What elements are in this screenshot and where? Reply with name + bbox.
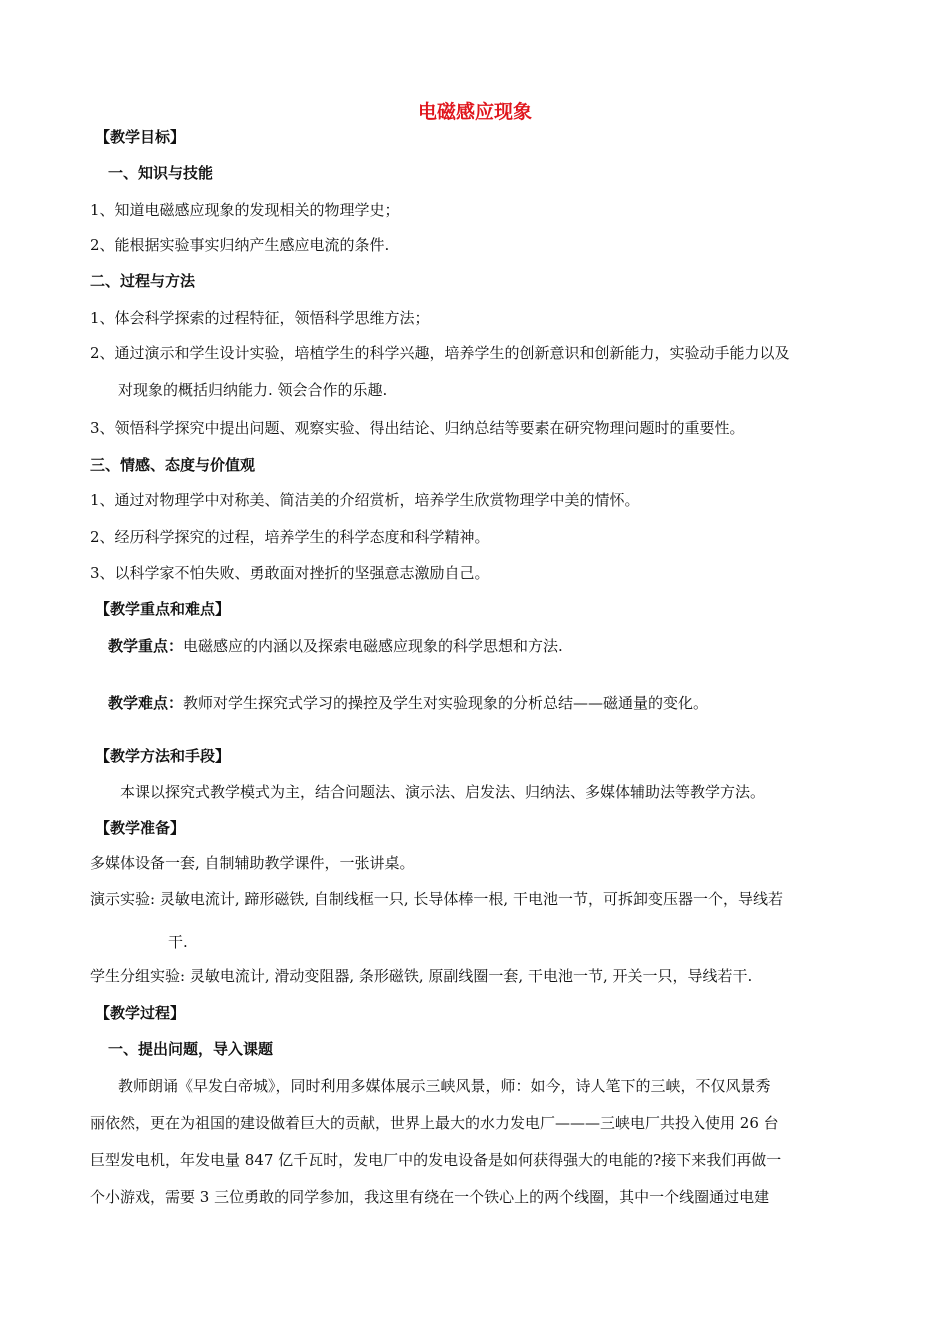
preparation-line-continuation: 干.: [168, 933, 188, 951]
list-item-continuation: 对现象的概括归纳能力. 领会合作的乐趣.: [118, 381, 388, 399]
paragraph-line: 教师朗诵《早发白帝城》，同时利用多媒体展示三峡风景，师：如今，诗人笔下的三峡，不仅风景秀: [118, 1077, 771, 1095]
paragraph-line: 个小游戏，需要 3 三位勇敢的同学参加，我这里有绕在一个铁心上的两个线圈，其中一个线圈通过电建: [90, 1188, 770, 1206]
preparation-heading: 【教学准备】: [95, 819, 186, 837]
process-methods-heading: 二、过程与方法: [90, 272, 196, 290]
list-item: 2、通过演示和学生设计实验，培植学生的科学兴趣，培养学生的创新意识和创新能力，实验动手能力以及: [90, 344, 790, 362]
preparation-line: 多媒体设备一套, 自制辅助教学课件，一张讲桌。: [90, 854, 415, 872]
teaching-focus: [108, 636, 563, 656]
list-item: 3、以科学家不怕失败、勇敢面对挫折的坚强意志激励自己。: [90, 564, 490, 582]
methods-heading: 【教学方法和手段】: [95, 747, 231, 765]
key-points-heading: 【教学重点和难点】: [95, 600, 231, 618]
list-item: 1、知道电磁感应现象的发现相关的物理学史；: [90, 201, 400, 219]
document-title: 电磁感应现象: [417, 101, 532, 123]
process-heading: 【教学过程】: [95, 1004, 186, 1022]
objectives-heading: 【教学目标】: [95, 128, 186, 146]
methods-text: 本课以探究式教学模式为主，结合问题法、演示法、启发法、归纳法、多媒体辅助法等教学方法。: [120, 783, 766, 801]
step1-heading: 一、提出问题，导入课题: [108, 1040, 274, 1058]
list-item: 2、能根据实验事实归纳产生感应电流的条件.: [90, 236, 390, 254]
list-item: 1、体会科学探索的过程特征，领悟科学思维方法；: [90, 309, 430, 327]
attitude-values-heading: 三、情感、态度与价值观: [90, 456, 256, 474]
teaching-difficulty: [108, 693, 708, 713]
list-item: 3、领悟科学探究中提出问题、观察实验、得出结论、归纳总结等要素在研究物理问题时的重要性。: [90, 419, 745, 437]
knowledge-skills-heading: 一、知识与技能: [108, 164, 214, 182]
difficulty-text: 教师对学生探究式学习的操控及学生对实验现象的分析总结——磁通量的变化。: [183, 694, 709, 712]
list-item: 1、通过对物理学中对称美、简洁美的介绍赏析，培养学生欣赏物理学中美的情怀。: [90, 491, 640, 509]
paragraph-line: 丽依然，更在为祖国的建设做着巨大的贡献，世界上最大的水力发电厂———三峡电厂共投入使用 26 台: [90, 1114, 779, 1132]
preparation-line: 演示实验: 灵敏电流计, 蹄形磁铁, 自制线框一只, 长导体棒一根, 干电池一节，可拆卸变压器一个，导线若: [90, 890, 783, 908]
list-item: 2、经历科学探究的过程，培养学生的科学态度和科学精神。: [90, 528, 490, 546]
paragraph-line: 巨型发电机，年发电量 847 亿千瓦时，发电厂中的发电设备是如何获得强大的电能的?接下来我们再做一: [90, 1151, 782, 1169]
focus-label: 教学重点：: [108, 637, 184, 655]
preparation-line: 学生分组实验: 灵敏电流计, 滑动变阻器, 条形磁铁, 原副线圈一套, 干电池一节, 开关一只，导线若干.: [90, 967, 753, 985]
difficulty-label: 教学难点：: [108, 694, 184, 712]
focus-text: 电磁感应的内涵以及探索电磁感应现象的科学思想和方法.: [183, 637, 563, 655]
